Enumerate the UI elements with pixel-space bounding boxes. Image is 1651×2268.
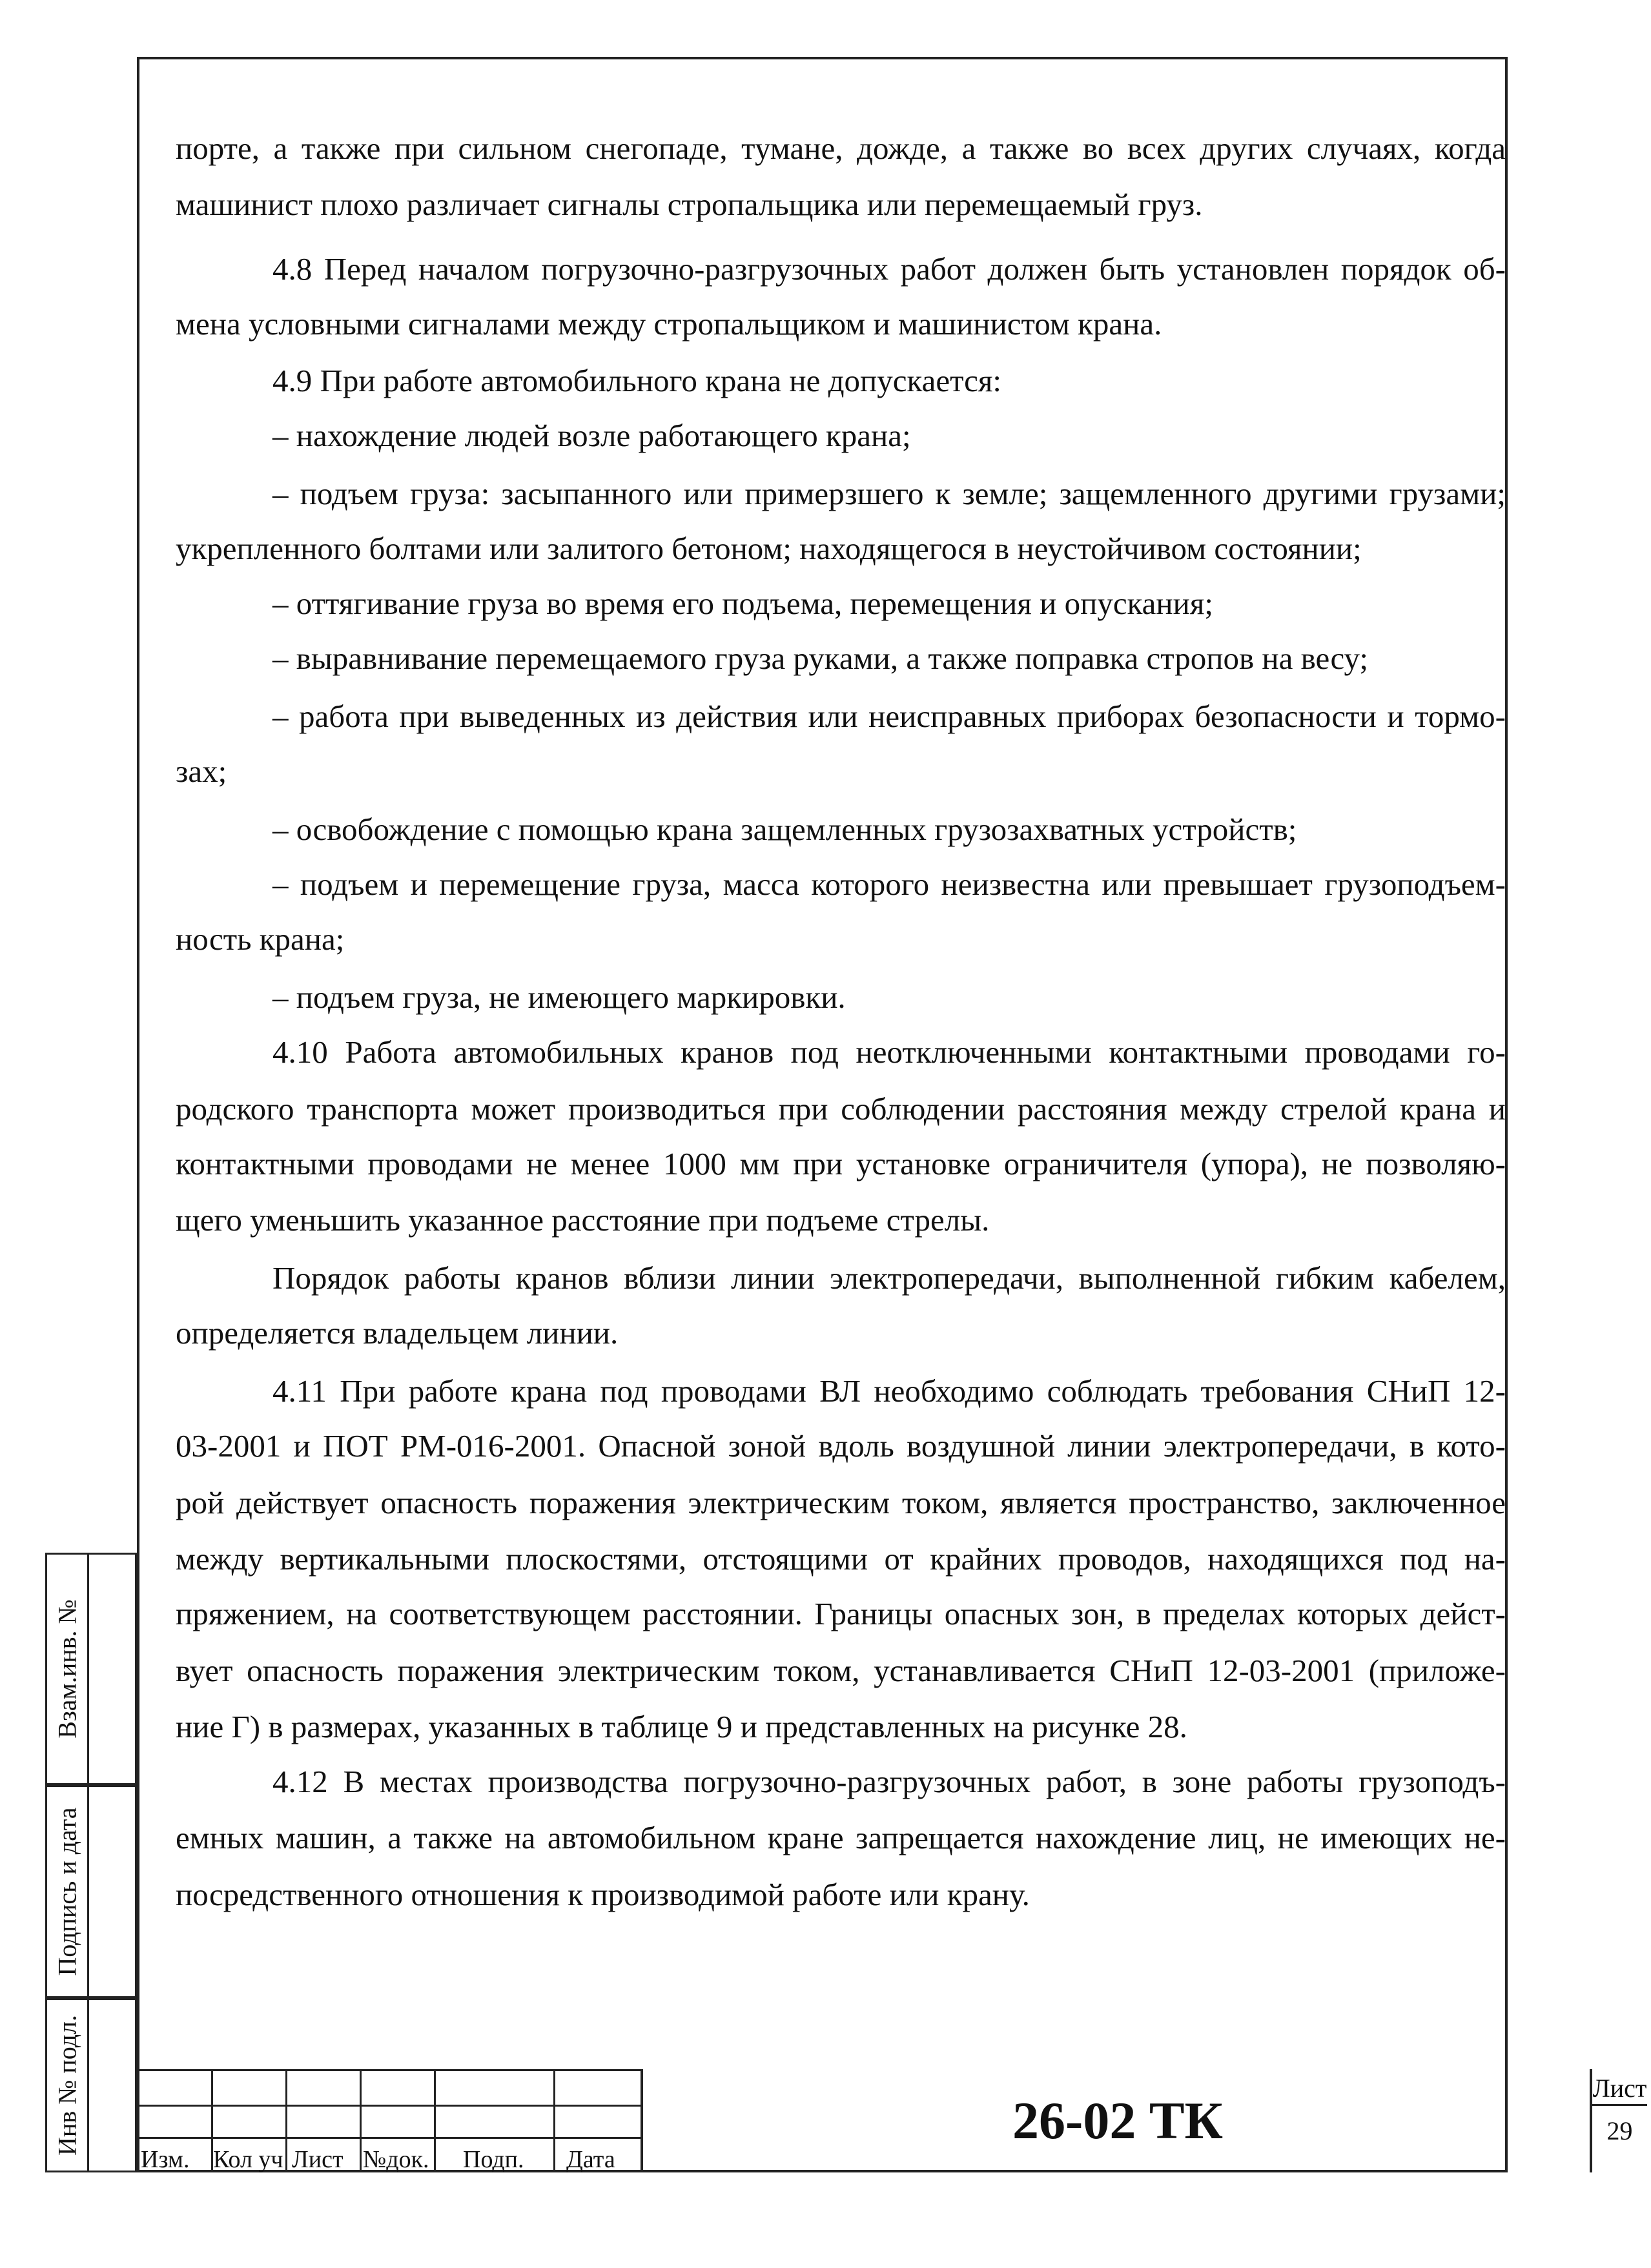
text-line: 4.9 При работе автомобильного крана не допускается: <box>272 363 1001 398</box>
text-line: емных машин, а также на автомобильном кране запрещается нахождение лиц, не имеющих не- <box>176 1820 1506 1855</box>
text-line: укрепленного болтами или залитого бетоном; находящегося в неустойчивом состоянии; <box>176 531 1362 566</box>
text-line: 4.10 Работа автомобильных кранов под неотключенными контактными проводами го- <box>272 1034 1506 1070</box>
text-line: Порядок работы кранов вблизи линии электропередачи, выполненной гибким кабелем, <box>272 1260 1506 1296</box>
sheet-box <box>1590 2069 1647 2172</box>
text-line: определяется владельцем линии. <box>176 1315 619 1351</box>
col-label-date: Дата <box>566 2146 615 2173</box>
text-line: – оттягивание груза во время его подъема, перемещения и опускания; <box>272 586 1214 621</box>
side-stamp-signature-date <box>45 1785 137 1998</box>
text-line: щего уменьшить указанное расстояние при подъеме стрелы. <box>176 1202 990 1238</box>
text-line: мена условными сигналами между стропальщиком и машинистом крана. <box>176 306 1162 342</box>
sheet-number: 29 <box>1606 2116 1633 2145</box>
side-label-original-inv: Инв № подл. <box>52 2015 82 2156</box>
text-line: родского транспорта может производиться при соблюдении расстояния между стрелой крана и <box>176 1091 1506 1127</box>
text-line: посредственного отношения к производимой работе или крану. <box>176 1877 1030 1912</box>
col-label-change: Изм. <box>141 2146 190 2173</box>
text-line: порте, а также при сильном снегопаде, тумане, дожде, а также во всех других случаях, когда <box>176 130 1506 166</box>
text-line: контактными проводами не менее 1000 мм при установке ограничителя (упора), не позволяю- <box>176 1146 1506 1181</box>
text-line: вует опасность поражения электрическим током, устанавливается СНиП 12-03-2001 (приложе- <box>176 1653 1506 1688</box>
title-block <box>137 2069 1647 2173</box>
text-line: ние Г) в размерах, указанных в таблице 9 и представленных на рисунке 28. <box>176 1709 1187 1744</box>
text-line: пряжением, на соответствующем расстоянии. Границы опасных зон, в пределах которых дейст- <box>176 1596 1506 1631</box>
document-code: 26-02 ТК <box>641 2069 1592 2172</box>
text-line: – работа при выведенных из действия или неисправных приборах безопасности и тормо- <box>272 699 1506 734</box>
col-label-signature: Подп. <box>463 2146 524 2173</box>
col-label-count: Кол уч <box>213 2146 283 2173</box>
sheet-label: Лист <box>1592 2074 1647 2103</box>
side-stamp-replacement-inv <box>45 1553 137 1785</box>
text-line: – подъем груза: засыпанного или примерзшего к земле; защемленного другими грузами; <box>272 476 1506 511</box>
text-line: зах; <box>176 753 227 789</box>
text-line: 4.11 При работе крана под проводами ВЛ необходимо соблюдать требования СНиП 12- <box>272 1373 1506 1409</box>
side-stamp-original-inv <box>45 1998 137 2172</box>
revision-grid <box>137 2069 641 2172</box>
text-line: между вертикальными плоскостями, отстоящими от крайних проводов, находящихся под на- <box>176 1541 1506 1577</box>
text-line: машинист плохо различает сигналы стропальщика или перемещаемый груз. <box>176 187 1203 222</box>
text-line: ность крана; <box>176 921 345 957</box>
text-line: – подъем и перемещение груза, масса которого неизвестна или превышает грузоподъем- <box>272 866 1506 902</box>
text-line: – нахождение людей возле работающего крана; <box>272 418 911 453</box>
text-line: – подъем груза, не имеющего маркировки. <box>272 979 846 1015</box>
side-label-replacement-inv: Взам.инв. № <box>52 1599 82 1739</box>
text-line: 4.12 В местах производства погрузочно-разгрузочных работ, в зоне работы грузоподъ- <box>272 1764 1506 1799</box>
text-line: рой действует опасность поражения электрическим током, является пространство, заключенное <box>176 1485 1506 1520</box>
col-label-doc-number: №док. <box>363 2146 429 2173</box>
text-line: 4.8 Перед началом погрузочно-разгрузочных работ должен быть установлен порядок об- <box>272 251 1506 287</box>
text-line: – выравнивание перемещаемого груза руками, а также поправка стропов на весу; <box>272 640 1369 676</box>
text-line: 03-2001 и ПОТ РМ-016-2001. Опасной зоной вдоль воздушной линии электропередачи, в кото- <box>176 1428 1506 1464</box>
col-label-sheet: Лист <box>292 2146 344 2173</box>
text-line: – освобождение с помощью крана защемленных грузозахватных устройств; <box>272 812 1297 847</box>
side-label-signature-date: Подпись и дата <box>52 1807 82 1976</box>
